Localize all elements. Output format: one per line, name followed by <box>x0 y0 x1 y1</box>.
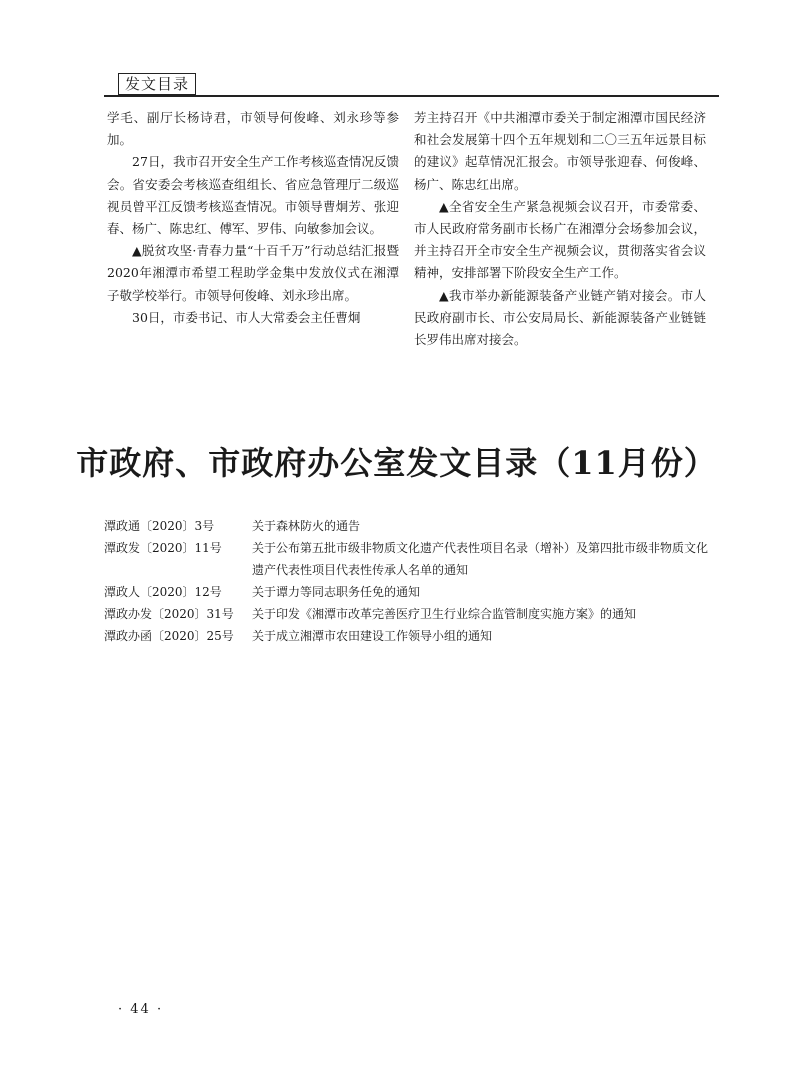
document-title: 关于谭力等同志职务任免的通知 <box>252 585 421 599</box>
document-title: 关于森林防火的通告 <box>252 519 361 533</box>
paragraph: 27日，我市召开安全生产工作考核巡查情况反馈会。省安委会考核巡查组组长、省应急管理厅二级巡视员曾平江反馈考核巡查情况。市领导曹炯芳、张迎春、杨广、陈忠红、傅军、罗伟、向敏参加会议。 <box>107 154 399 237</box>
paragraph: 学毛、副厅长杨诗君，市领导何俊峰、刘永珍等参加。 <box>107 110 399 148</box>
document-title: 关于印发《湘潭市改革完善医疗卫生行业综合监管制度实施方案》的通知 <box>252 607 637 621</box>
page-title: 市政府、市政府办公室发文目录（11月份） <box>76 444 717 482</box>
right-column <box>414 107 706 351</box>
document-title: 关于公布第五批市级非物质文化遗产代表性项目名录（增补）及第四批市级非物质文化遗产代表性项目代表性传承人名单的通知 <box>252 541 709 577</box>
document-number: 潭政发〔2020〕11号 <box>104 541 222 555</box>
header-rule <box>104 95 719 97</box>
document-number: 潭政人〔2020〕12号 <box>104 585 222 599</box>
paragraph: 30日，市委书记、市人大常委会主任曹炯 <box>132 309 361 325</box>
paragraph: ▲我市举办新能源装备产业链产销对接会。市人民政府副市长、市公安局局长、新能源装备产业链链长罗伟出席对接会。 <box>414 287 706 348</box>
document-number: 潭政办发〔2020〕31号 <box>104 607 234 621</box>
paragraph: 芳主持召开《中共湘潭市委关于制定湘潭市国民经济和社会发展第十四个五年规划和二〇三五年远景目标的建议》起草情况汇报会。市领导张迎春、何俊峰、杨广、陈忠红出席。 <box>414 110 706 192</box>
document-number: 潭政通〔2020〕3号 <box>104 519 215 533</box>
left-column <box>107 107 399 329</box>
document-number: 潭政办函〔2020〕25号 <box>104 629 234 643</box>
paragraph: ▲全省安全生产紧急视频会议召开，市委常委、市人民政府常务副市长杨广在湘潭分会场参加会议，并主持召开全市安全生产视频会议，贯彻落实省会议精神，安排部署下阶段安全生产工作。 <box>414 198 706 281</box>
list-item <box>104 537 714 581</box>
list-item <box>104 625 714 647</box>
list-item <box>104 603 714 625</box>
paragraph: ▲脱贫攻坚·青春力量“十百千万”行动总结汇报暨2020年湘潭市希望工程助学金集中发放仪式在湘潭子敬学校举行。市领导何俊峰、刘永珍出席。 <box>107 243 399 303</box>
section-tag: 发文目录 <box>118 73 196 95</box>
list-item <box>104 515 714 537</box>
document-list <box>104 515 714 647</box>
document-title: 关于成立湘潭市农田建设工作领导小组的通知 <box>252 629 493 643</box>
page-number: · 44 · <box>118 1002 164 1017</box>
list-item <box>104 581 714 603</box>
